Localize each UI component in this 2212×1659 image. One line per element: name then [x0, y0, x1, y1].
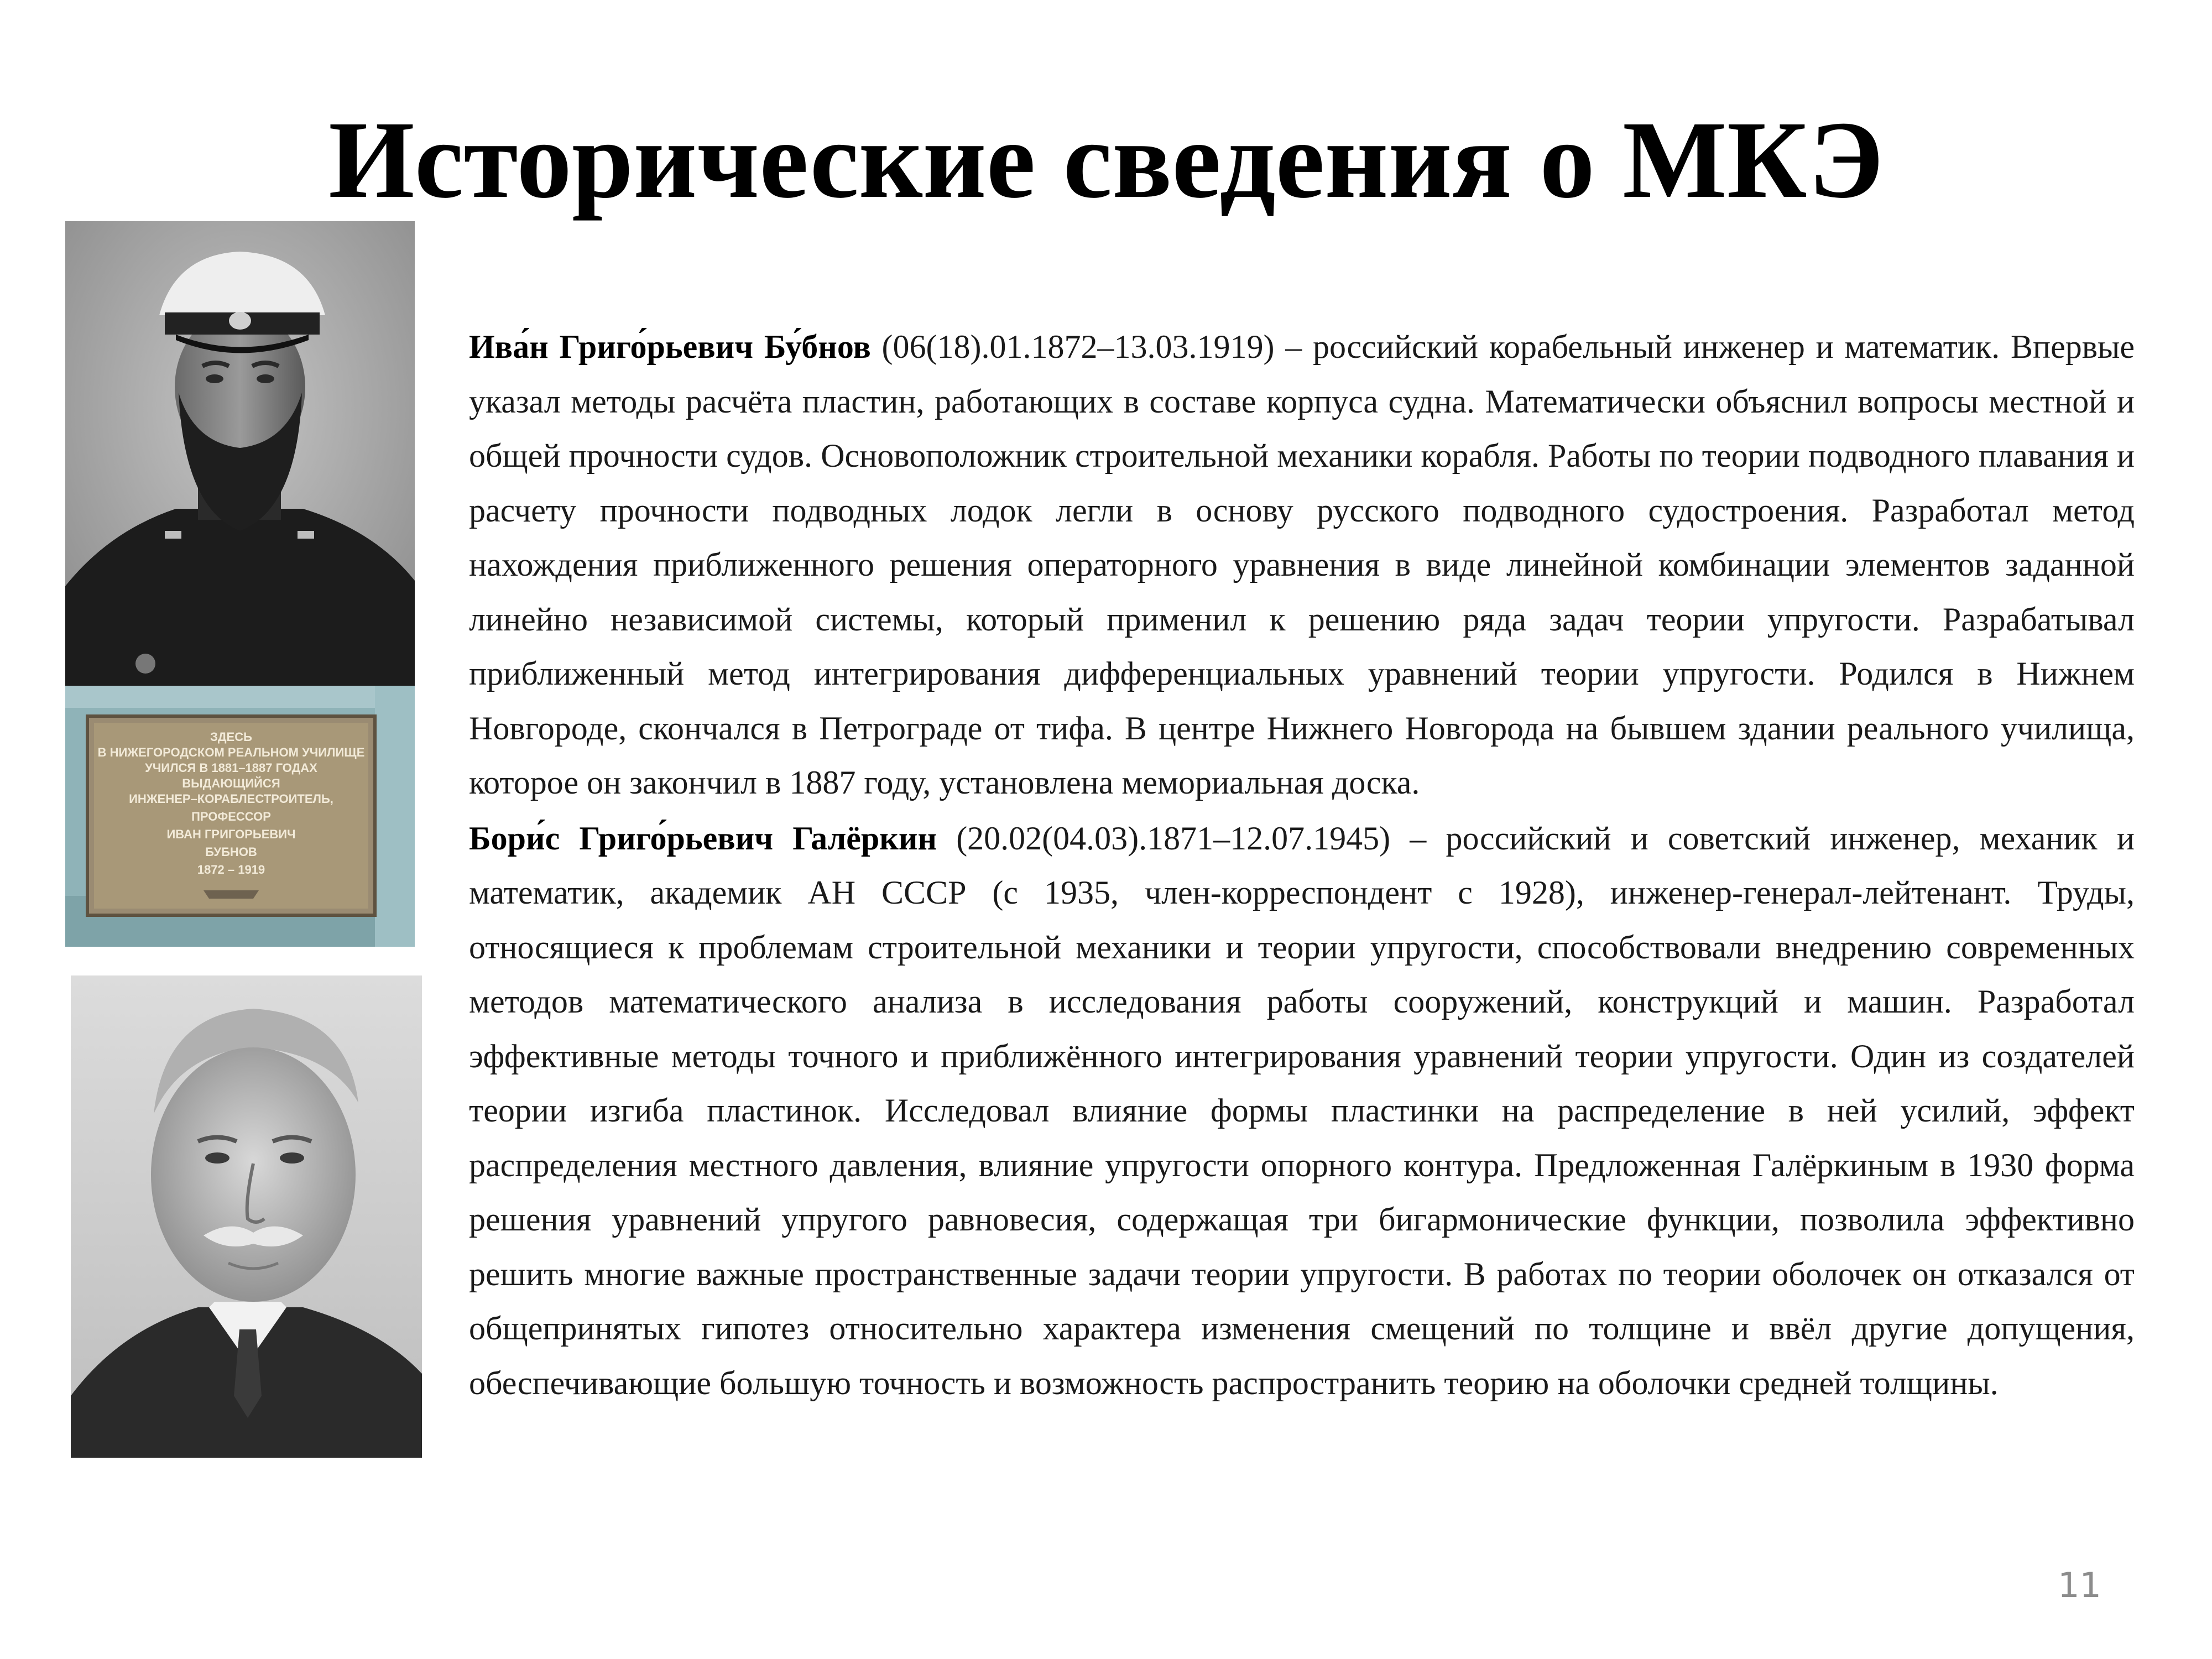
- galerkin-biography-text: (20.02(04.03).1871–12.07.1945) – российский и советский инженер, механик и математик, академик АН СССР (с 1935, член-корреспондент с 1928), инженер-генерал-лейтенант. Труды, относящиеся к проблемам строительной механики и теории упругости, способствовали внедрению современных методов математического анализа в исследования работы сооружений, конструкций и машин. Разработал эффективные методы точного и приближённого интегрирования уравнений теории упругости. Один из создателей теории изгиба пластинок. Исследовал влияние формы пластинки на распределение в ней усилий, эффект распределения местного давления, влияние упругости опорного контура. Предложенная Галёркиным в 1930 форма решения уравнений упругого равновесия, содержащая три бигармонические функции, позволила эффективно решить многие важные пространственные задачи теории упругости. В работах по теории оболочек он отказался от общепринятых гипотез относительно характера изменения смещений по толщине и ввёл другие допущения, обеспечивающие большую точность и возможность распространить теорию на оболочки средней толщины.: [469, 820, 2135, 1401]
- page-number: 11: [2058, 1565, 2101, 1605]
- galerkin-biography-paragraph: [469, 811, 2135, 1411]
- plaque-line: 1872 – 1919: [197, 863, 265, 877]
- memorial-plaque-image: [65, 686, 415, 947]
- plaque-line: ЗДЕСЬ: [210, 730, 252, 744]
- bubnov-name: Ива́н Григо́рьевич Бу́бнов: [469, 328, 871, 365]
- galerkin-portrait-image: [71, 975, 422, 1458]
- plaque-line: ИНЖЕНЕР–КОРАБЛЕСТРОИТЕЛЬ,: [129, 792, 333, 806]
- plaque-line: БУБНОВ: [205, 845, 257, 859]
- plaque-line: ИВАН ГРИГОРЬЕВИЧ: [166, 827, 296, 841]
- galerkin-name: Бори́с Григо́рьевич Галёркин: [469, 820, 937, 857]
- biography-text: [469, 320, 2135, 1411]
- plaque-line: УЧИЛСЯ В 1881–1887 ГОДАХ: [145, 761, 317, 775]
- plaque-line: ПРОФЕССОР: [191, 810, 271, 823]
- plaque-line: ВЫДАЮЩИЙСЯ: [182, 776, 280, 790]
- slide-title: Исторические сведения о МКЭ: [328, 99, 1884, 221]
- bubnov-portrait-image: [65, 221, 415, 686]
- plaque-line: В НИЖЕГОРОДСКОМ РЕАЛЬНОМ УЧИЛИЩЕ: [97, 745, 365, 759]
- bubnov-biography-paragraph: [469, 320, 2135, 810]
- bubnov-biography-text: (06(18).01.1872–13.03.1919) – российский корабельный инженер и математик. Впервые указал методы расчёта пластин, работающих в составе корпуса судна. Математически объяснил вопросы местной и общей прочности судов. Основоположник строительной механики корабля. Работы по теории подводного плавания и расчету прочности подводных лодок легли в основу русского подводного судостроения. Разработал метод нахождения приближенного решения операторного уравнения в виде линейной комбинации элементов заданной линейно независимой системы, который применил к решению ряда задач теории упругости. Разрабатывал приближенный метод интегрирования дифференциальных уравнений теории упругости. Родился в Нижнем Новгороде, скончался в Петрограде от тифа. В центре Нижнего Новгорода на бывшем здании реального училища, которое он закончил в 1887 году, установлена мемориальная доска.: [469, 328, 2135, 801]
